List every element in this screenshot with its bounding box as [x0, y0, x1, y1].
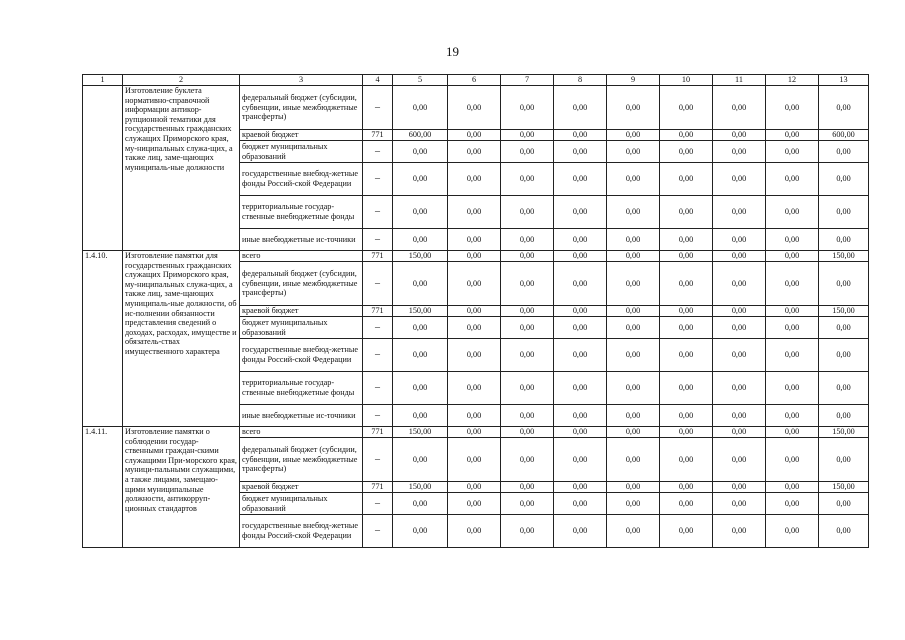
amount-col-5: 0,00: [393, 372, 448, 405]
amount-col-5: 0,00: [393, 515, 448, 548]
column-header-9: 9: [607, 75, 660, 86]
amount-col-5: 0,00: [393, 317, 448, 339]
amount-col-7: 0,00: [501, 163, 554, 196]
funding-source: иные внебюджетные ис-точники: [240, 229, 363, 251]
amount-col-6: 0,00: [448, 405, 501, 427]
amount-col-10: 0,00: [660, 372, 713, 405]
amount-col-10: 0,00: [660, 163, 713, 196]
table-row: [83, 251, 869, 262]
amount-col-11: 0,00: [713, 306, 766, 317]
amount-col-11: 0,00: [713, 229, 766, 251]
amount-col-8: 0,00: [554, 438, 607, 482]
amount-col-6: 0,00: [448, 515, 501, 548]
amount-col-9: 0,00: [607, 427, 660, 438]
funding-source: всего: [240, 427, 363, 438]
amount-col-11: 0,00: [713, 163, 766, 196]
amount-col-10: 0,00: [660, 141, 713, 163]
activity-description: Изготовление памятки о соблюдении государ-ственными граждан-скими служащими При-морского края, муници-пальными служащими, а также лицами, замещаю-щими муниципальные должности, антикорруп-ционных стандартов: [123, 427, 240, 548]
amount-col-12: 0,00: [766, 405, 819, 427]
funding-source: государственные внебюд-жетные фонды Россий-ской Федерации: [240, 515, 363, 548]
amount-col-12: 0,00: [766, 251, 819, 262]
amount-col-7: 0,00: [501, 130, 554, 141]
funding-source: государственные внебюд-жетные фонды Россий-ской Федерации: [240, 163, 363, 196]
amount-col-7: 0,00: [501, 493, 554, 515]
amount-col-5: 0,00: [393, 405, 448, 427]
budget-code: –: [363, 141, 393, 163]
amount-col-12: 0,00: [766, 196, 819, 229]
amount-col-13: 0,00: [819, 515, 869, 548]
amount-col-10: 0,00: [660, 130, 713, 141]
column-header-2: 2: [123, 75, 240, 86]
amount-col-5: 0,00: [393, 196, 448, 229]
amount-col-6: 0,00: [448, 306, 501, 317]
funding-source: бюджет муниципальных образований: [240, 493, 363, 515]
amount-col-13: 150,00: [819, 306, 869, 317]
amount-col-11: 0,00: [713, 427, 766, 438]
amount-col-12: 0,00: [766, 493, 819, 515]
amount-col-6: 0,00: [448, 339, 501, 372]
amount-col-13: 600,00: [819, 130, 869, 141]
amount-col-9: 0,00: [607, 317, 660, 339]
amount-col-9: 0,00: [607, 339, 660, 372]
amount-col-5: 0,00: [393, 86, 448, 130]
amount-col-7: 0,00: [501, 339, 554, 372]
amount-col-5: 0,00: [393, 438, 448, 482]
amount-col-7: 0,00: [501, 229, 554, 251]
amount-col-6: 0,00: [448, 141, 501, 163]
amount-col-8: 0,00: [554, 306, 607, 317]
amount-col-11: 0,00: [713, 196, 766, 229]
amount-col-5: 600,00: [393, 130, 448, 141]
amount-col-11: 0,00: [713, 141, 766, 163]
amount-col-12: 0,00: [766, 86, 819, 130]
amount-col-7: 0,00: [501, 251, 554, 262]
funding-source: территориальные государ-ственные внебюджетные фонды: [240, 372, 363, 405]
column-header-8: 8: [554, 75, 607, 86]
funding-source: краевой бюджет: [240, 130, 363, 141]
budget-code: 771: [363, 251, 393, 262]
amount-col-13: 0,00: [819, 229, 869, 251]
amount-col-13: 0,00: [819, 196, 869, 229]
funding-source: государственные внебюд-жетные фонды Россий-ской Федерации: [240, 339, 363, 372]
budget-code: –: [363, 262, 393, 306]
amount-col-9: 0,00: [607, 163, 660, 196]
amount-col-8: 0,00: [554, 141, 607, 163]
amount-col-10: 0,00: [660, 339, 713, 372]
amount-col-6: 0,00: [448, 372, 501, 405]
budget-code: –: [363, 196, 393, 229]
amount-col-8: 0,00: [554, 427, 607, 438]
column-header-1: 1: [83, 75, 123, 86]
amount-col-7: 0,00: [501, 196, 554, 229]
column-header-row: [83, 75, 869, 86]
budget-code: –: [363, 515, 393, 548]
column-header-7: 7: [501, 75, 554, 86]
budget-code: 771: [363, 306, 393, 317]
budget-code: 771: [363, 427, 393, 438]
funding-source: краевой бюджет: [240, 482, 363, 493]
amount-col-12: 0,00: [766, 339, 819, 372]
amount-col-11: 0,00: [713, 493, 766, 515]
amount-col-11: 0,00: [713, 86, 766, 130]
amount-col-12: 0,00: [766, 130, 819, 141]
amount-col-5: 0,00: [393, 262, 448, 306]
amount-col-11: 0,00: [713, 339, 766, 372]
page-number: 19: [446, 44, 459, 59]
amount-col-13: 150,00: [819, 482, 869, 493]
amount-col-13: 0,00: [819, 317, 869, 339]
amount-col-6: 0,00: [448, 482, 501, 493]
amount-col-8: 0,00: [554, 251, 607, 262]
amount-col-5: 150,00: [393, 251, 448, 262]
budget-code: –: [363, 163, 393, 196]
amount-col-5: 0,00: [393, 339, 448, 372]
table-row: [83, 86, 869, 130]
amount-col-12: 0,00: [766, 372, 819, 405]
table-row: [83, 427, 869, 438]
amount-col-5: 150,00: [393, 482, 448, 493]
amount-col-10: 0,00: [660, 427, 713, 438]
amount-col-8: 0,00: [554, 515, 607, 548]
amount-col-11: 0,00: [713, 405, 766, 427]
amount-col-10: 0,00: [660, 229, 713, 251]
amount-col-11: 0,00: [713, 438, 766, 482]
activity-description: Изготовление буклета нормативно-справочной информации антикор-рупционной тематики для государственных гражданских служащих Приморского края, му-ниципальных служа-щих, а также лиц, заме-щающих муниципаль-ные должности: [123, 86, 240, 251]
amount-col-10: 0,00: [660, 405, 713, 427]
amount-col-7: 0,00: [501, 262, 554, 306]
amount-col-12: 0,00: [766, 262, 819, 306]
amount-col-9: 0,00: [607, 229, 660, 251]
amount-col-9: 0,00: [607, 438, 660, 482]
amount-col-6: 0,00: [448, 196, 501, 229]
amount-col-13: 0,00: [819, 339, 869, 372]
amount-col-9: 0,00: [607, 86, 660, 130]
amount-col-10: 0,00: [660, 306, 713, 317]
funding-source: федеральный бюджет (субсидии, субвенции, иные межбюджетные трансферты): [240, 86, 363, 130]
amount-col-10: 0,00: [660, 251, 713, 262]
budget-code: –: [363, 493, 393, 515]
budget-code: –: [363, 317, 393, 339]
amount-col-8: 0,00: [554, 262, 607, 306]
amount-col-9: 0,00: [607, 262, 660, 306]
amount-col-11: 0,00: [713, 130, 766, 141]
funding-source: краевой бюджет: [240, 306, 363, 317]
amount-col-12: 0,00: [766, 482, 819, 493]
column-header-13: 13: [819, 75, 869, 86]
amount-col-8: 0,00: [554, 130, 607, 141]
amount-col-13: 0,00: [819, 438, 869, 482]
amount-col-9: 0,00: [607, 482, 660, 493]
amount-col-9: 0,00: [607, 251, 660, 262]
activity-code: [83, 86, 123, 251]
column-header-4: 4: [363, 75, 393, 86]
funding-source: всего: [240, 251, 363, 262]
amount-col-6: 0,00: [448, 86, 501, 130]
amount-col-13: 0,00: [819, 141, 869, 163]
amount-col-8: 0,00: [554, 493, 607, 515]
amount-col-11: 0,00: [713, 515, 766, 548]
budget-code: 771: [363, 130, 393, 141]
amount-col-12: 0,00: [766, 163, 819, 196]
amount-col-9: 0,00: [607, 130, 660, 141]
column-header-11: 11: [713, 75, 766, 86]
amount-col-8: 0,00: [554, 372, 607, 405]
budget-code: –: [363, 229, 393, 251]
funding-source: федеральный бюджет (субсидии, субвенции, иные межбюджетные трансферты): [240, 262, 363, 306]
amount-col-5: 0,00: [393, 229, 448, 251]
amount-col-10: 0,00: [660, 438, 713, 482]
amount-col-8: 0,00: [554, 317, 607, 339]
amount-col-5: 0,00: [393, 493, 448, 515]
amount-col-7: 0,00: [501, 306, 554, 317]
funding-source: иные внебюджетные ис-точники: [240, 405, 363, 427]
amount-col-10: 0,00: [660, 317, 713, 339]
amount-col-7: 0,00: [501, 86, 554, 130]
amount-col-10: 0,00: [660, 482, 713, 493]
amount-col-8: 0,00: [554, 86, 607, 130]
column-header-5: 5: [393, 75, 448, 86]
budget-code: –: [363, 405, 393, 427]
amount-col-8: 0,00: [554, 482, 607, 493]
amount-col-13: 150,00: [819, 251, 869, 262]
activity-code: 1.4.11.: [83, 427, 123, 548]
amount-col-7: 0,00: [501, 317, 554, 339]
amount-col-6: 0,00: [448, 493, 501, 515]
amount-col-12: 0,00: [766, 438, 819, 482]
amount-col-6: 0,00: [448, 251, 501, 262]
amount-col-13: 0,00: [819, 163, 869, 196]
activity-description: Изготовление памятки для государственных гражданских служащих Приморского края, му-ниципальных служа-щих, а также лиц, заме-щающих муниципаль-ные должности, об ис-полнении обязанности представления сведений о доходах, расходах, имуществе и обязатель-ствах имущественного характера: [123, 251, 240, 427]
amount-col-13: 0,00: [819, 493, 869, 515]
amount-col-6: 0,00: [448, 262, 501, 306]
amount-col-5: 0,00: [393, 141, 448, 163]
amount-col-11: 0,00: [713, 262, 766, 306]
amount-col-9: 0,00: [607, 515, 660, 548]
budget-code: –: [363, 86, 393, 130]
amount-col-12: 0,00: [766, 141, 819, 163]
amount-col-8: 0,00: [554, 339, 607, 372]
amount-col-10: 0,00: [660, 262, 713, 306]
amount-col-11: 0,00: [713, 251, 766, 262]
amount-col-6: 0,00: [448, 317, 501, 339]
amount-col-13: 0,00: [819, 86, 869, 130]
amount-col-9: 0,00: [607, 141, 660, 163]
funding-source: территориальные государ-ственные внебюджетные фонды: [240, 196, 363, 229]
funding-source: бюджет муниципальных образований: [240, 141, 363, 163]
amount-col-8: 0,00: [554, 196, 607, 229]
amount-col-7: 0,00: [501, 405, 554, 427]
amount-col-6: 0,00: [448, 229, 501, 251]
amount-col-7: 0,00: [501, 141, 554, 163]
amount-col-9: 0,00: [607, 306, 660, 317]
amount-col-5: 150,00: [393, 427, 448, 438]
amount-col-8: 0,00: [554, 163, 607, 196]
amount-col-11: 0,00: [713, 372, 766, 405]
budget-code: –: [363, 372, 393, 405]
amount-col-8: 0,00: [554, 405, 607, 427]
amount-col-9: 0,00: [607, 196, 660, 229]
amount-col-7: 0,00: [501, 515, 554, 548]
amount-col-10: 0,00: [660, 86, 713, 130]
column-header-10: 10: [660, 75, 713, 86]
budget-table: [82, 74, 869, 548]
amount-col-7: 0,00: [501, 438, 554, 482]
amount-col-9: 0,00: [607, 372, 660, 405]
amount-col-13: 0,00: [819, 372, 869, 405]
column-header-12: 12: [766, 75, 819, 86]
amount-col-6: 0,00: [448, 427, 501, 438]
budget-code: 771: [363, 482, 393, 493]
amount-col-11: 0,00: [713, 317, 766, 339]
amount-col-13: 0,00: [819, 405, 869, 427]
amount-col-12: 0,00: [766, 317, 819, 339]
budget-code: –: [363, 339, 393, 372]
amount-col-12: 0,00: [766, 306, 819, 317]
column-header-6: 6: [448, 75, 501, 86]
amount-col-8: 0,00: [554, 229, 607, 251]
amount-col-9: 0,00: [607, 493, 660, 515]
amount-col-7: 0,00: [501, 482, 554, 493]
amount-col-10: 0,00: [660, 196, 713, 229]
amount-col-13: 150,00: [819, 427, 869, 438]
amount-col-10: 0,00: [660, 515, 713, 548]
amount-col-5: 0,00: [393, 163, 448, 196]
amount-col-12: 0,00: [766, 229, 819, 251]
amount-col-6: 0,00: [448, 130, 501, 141]
amount-col-7: 0,00: [501, 372, 554, 405]
amount-col-9: 0,00: [607, 405, 660, 427]
amount-col-5: 150,00: [393, 306, 448, 317]
amount-col-11: 0,00: [713, 482, 766, 493]
amount-col-12: 0,00: [766, 515, 819, 548]
column-header-3: 3: [240, 75, 363, 86]
amount-col-10: 0,00: [660, 493, 713, 515]
amount-col-12: 0,00: [766, 427, 819, 438]
amount-col-6: 0,00: [448, 163, 501, 196]
funding-source: бюджет муниципальных образований: [240, 317, 363, 339]
activity-code: 1.4.10.: [83, 251, 123, 427]
amount-col-13: 0,00: [819, 262, 869, 306]
amount-col-6: 0,00: [448, 438, 501, 482]
amount-col-7: 0,00: [501, 427, 554, 438]
funding-source: федеральный бюджет (субсидии, субвенции, иные межбюджетные трансферты): [240, 438, 363, 482]
budget-code: –: [363, 438, 393, 482]
